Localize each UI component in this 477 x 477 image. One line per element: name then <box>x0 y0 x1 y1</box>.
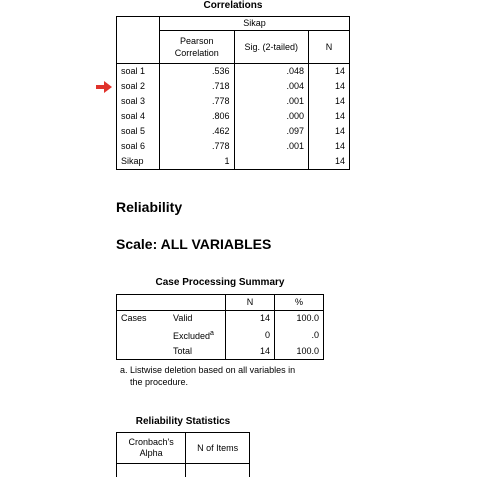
row-label: soal 6 <box>117 139 160 154</box>
n-value: 14 <box>309 94 350 109</box>
col-sig: Sig. (2-tailed) <box>234 31 309 64</box>
row-label: Valid <box>169 311 226 327</box>
col-pearson <box>160 31 235 64</box>
pct-value: 100.0 <box>296 346 319 356</box>
reliability-stats-title: Reliability Statistics <box>135 416 231 427</box>
row-label-text: Excluded <box>173 331 211 341</box>
col-n: N <box>309 31 350 64</box>
n-value: 14 <box>309 109 350 124</box>
col-alpha-line2: Alpha <box>139 448 163 458</box>
n-value: 14 <box>309 154 350 170</box>
n-value: 14 <box>309 79 350 94</box>
pearson-value: 1 <box>160 154 235 170</box>
pearson-value: .536 <box>160 64 235 80</box>
scale-heading: Scale: ALL VARIABLES <box>116 236 272 252</box>
col-items: N of Items <box>197 442 239 453</box>
pearson-value: .778 <box>160 139 235 154</box>
col-pearson-line1: Pearson <box>180 36 214 46</box>
row-label: soal 3 <box>117 94 160 109</box>
n-value: 14 <box>309 124 350 139</box>
corner-cell <box>117 295 226 311</box>
col-pct: % <box>294 297 303 307</box>
row-label <box>169 326 226 344</box>
pearson-value: .806 <box>160 109 235 124</box>
pearson-value: .462 <box>160 124 235 139</box>
group-label: Cases <box>121 313 147 323</box>
sig-value: .001 <box>234 139 309 154</box>
case-summary-footnote <box>120 364 340 388</box>
row-label: soal 4 <box>117 109 160 124</box>
row-label: soal 1 <box>117 64 160 80</box>
col-alpha <box>117 433 186 464</box>
n-value: 14 <box>309 64 350 80</box>
sig-value <box>234 154 309 170</box>
table-row <box>117 64 350 80</box>
n-value: 14 <box>309 139 350 154</box>
footnote-marker: a <box>210 330 214 337</box>
sig-value: .048 <box>234 64 309 80</box>
row-label: soal 2 <box>117 79 160 94</box>
footnote-line1: a. Listwise deletion based on all variables in <box>120 365 296 375</box>
alpha-value <box>117 464 186 477</box>
reliability-stats-table <box>116 432 252 477</box>
pearson-value: .718 <box>160 79 235 94</box>
case-summary-table <box>116 294 324 360</box>
table-row <box>117 124 350 139</box>
table-row <box>117 109 350 124</box>
sig-value: .001 <box>234 94 309 109</box>
col-n: N <box>226 295 275 311</box>
pct-value: 100.0 <box>296 313 319 323</box>
correlations-title: Correlations <box>203 0 263 11</box>
col-alpha-line1: Cronbach's <box>128 437 174 447</box>
footnote-line2: the procedure. <box>130 377 189 387</box>
items-value <box>186 464 250 477</box>
pct-value: .0 <box>311 329 319 340</box>
case-summary-title: Case Processing Summary <box>155 277 285 288</box>
arrow-right-icon <box>96 80 112 98</box>
correlations-table <box>116 16 350 170</box>
table-row <box>117 94 350 109</box>
sig-value: .000 <box>234 109 309 124</box>
table-row <box>117 464 250 477</box>
n-value: 14 <box>226 311 275 327</box>
sig-value: .097 <box>234 124 309 139</box>
n-value: 0 <box>226 326 275 344</box>
col-pearson-line2: Correlation <box>174 48 219 58</box>
table-row <box>117 79 350 94</box>
table-row <box>117 154 350 170</box>
corner-cell <box>117 17 160 64</box>
sig-value: .004 <box>234 79 309 94</box>
reliability-heading: Reliability <box>116 199 183 215</box>
row-label: Total <box>169 344 226 360</box>
row-label: Sikap <box>117 154 160 170</box>
table-row <box>117 139 350 154</box>
pearson-value: .778 <box>160 94 235 109</box>
row-label: soal 5 <box>117 124 160 139</box>
group-header: Sikap <box>160 17 350 31</box>
n-value: 14 <box>226 344 275 360</box>
table-row <box>117 311 324 327</box>
